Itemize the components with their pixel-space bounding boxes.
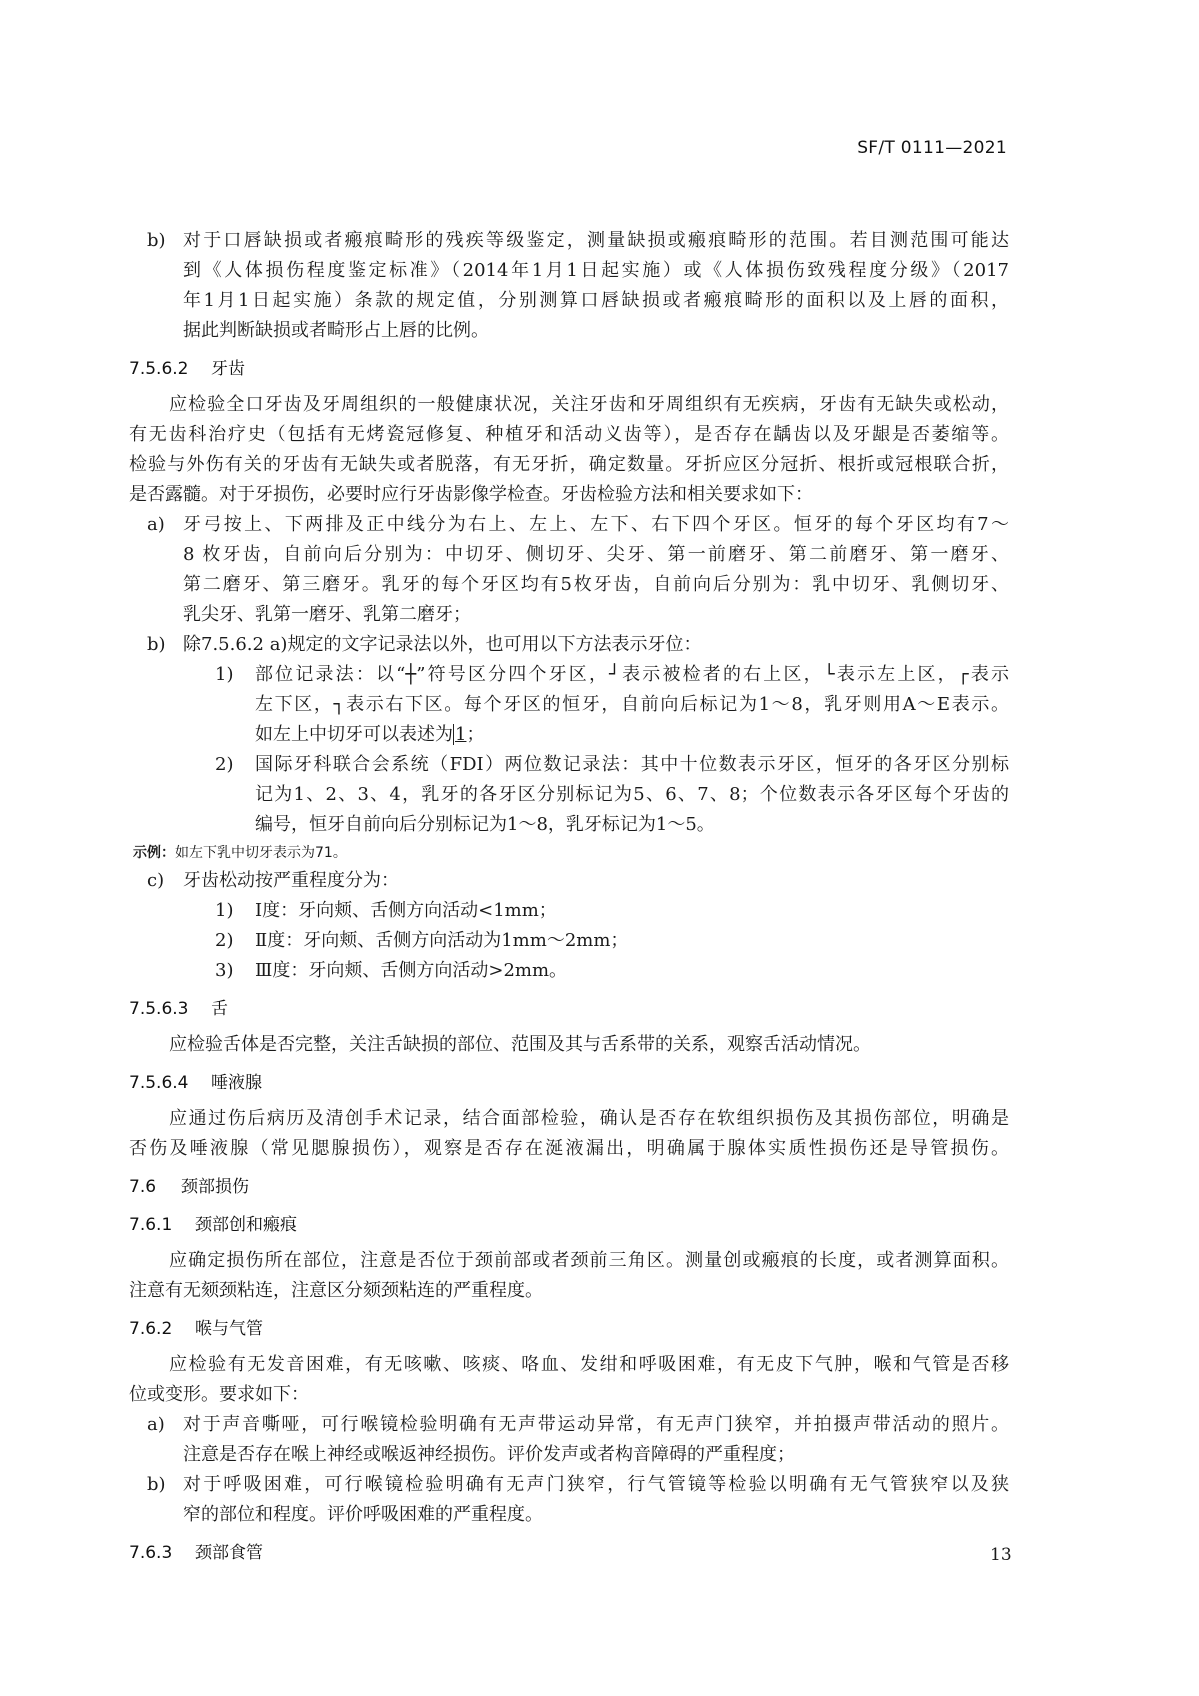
section-number: 7.6.3	[129, 1543, 173, 1563]
line-text: 牙齿松动按严重程度分为：	[183, 870, 399, 891]
line-text: 乳尖牙、乳第一磨牙、乳第二磨牙；	[183, 604, 471, 625]
line-text: 除7.5.6.2 a)规定的文字记录法以外，也可用以下方法表示牙位：	[183, 634, 702, 655]
line-text: 应通过伤后病历及清创手术记录，结合面部检验，确认是否存在软组织损伤及其损伤部位，明确是	[169, 1108, 1009, 1129]
line-text: 部位记录法：以“	[255, 664, 406, 685]
list-label: 1)	[215, 900, 234, 921]
section-number: 7.5.6.2	[129, 359, 189, 379]
list-label: 2)	[215, 930, 234, 951]
mobility-grade-item	[215, 926, 1009, 956]
section-heading-7563	[129, 994, 1009, 1024]
list-item-b-dyspnea	[147, 1470, 1009, 1530]
document-code: SF/T 0111—2021	[857, 138, 1007, 158]
section-number: 7.6	[129, 1177, 157, 1197]
text-line	[129, 450, 1009, 480]
line-text: 8 枚牙齿，自前向后分别为：中切牙、侧切牙、尖牙、第一前磨牙、第二前磨牙、第一磨牙、	[183, 544, 1009, 565]
line-text: 应检验有无发音困难，有无咳嗽、咳痰、咯血、发绀和呼吸困难，有无皮下气肿，喉和气管是否移	[169, 1354, 1009, 1375]
section-heading-761	[129, 1210, 1009, 1240]
upper-left-quadrant-icon: └	[823, 664, 835, 685]
text-line	[147, 1410, 1009, 1440]
text-line	[129, 390, 1009, 420]
section-number: 7.5.6.4	[129, 1073, 189, 1093]
line-text: 注意有无颏颈粘连，注意区分颏颈粘连的严重程度。	[129, 1280, 543, 1301]
line-text: 牙弓按上、下两排及正中线分为右上、左上、左下、右下四个牙区。恒牙的每个牙区均有7～	[183, 514, 1009, 535]
line-text: 检验与外伤有关的牙齿有无缺失或者脱落，有无牙折，确定数量。牙折应区分冠折、根折或冠根联合折，	[129, 454, 1009, 475]
text-line	[129, 1104, 1009, 1134]
line-text: 如左上中切牙可以表述为	[255, 724, 453, 745]
line-text: 有无齿科治疗史（包括有无烤瓷冠修复、种植牙和活动义齿等），是否存在龋齿以及牙龈是否萎缩等。	[129, 424, 1009, 445]
section-title: 舌	[211, 999, 228, 1019]
line-text: 注意是否存在喉上神经或喉返神经损伤。评价发声或者构音障碍的严重程度；	[183, 1444, 795, 1465]
section-heading-763	[129, 1538, 1009, 1568]
line-text: ”符号区分四个牙区，	[416, 664, 610, 685]
line-text: 应确定损伤所在部位，注意是否位于颈前部或者颈前三角区。测量创或瘢痕的长度，或者测算面积。	[169, 1250, 1009, 1271]
text-line	[129, 1246, 1009, 1276]
upper-right-quadrant-icon: ┘	[609, 664, 620, 685]
text-line	[183, 286, 1009, 316]
cross-symbol-icon: ┼	[405, 664, 417, 685]
list-label: b)	[147, 1474, 166, 1495]
text-line	[183, 570, 1009, 600]
list-label: a)	[147, 1414, 165, 1435]
sub-item-1-position-notation	[215, 660, 1010, 750]
line-text: 第二磨牙、第三磨牙。乳牙的每个牙区均有5枚牙齿，自前向后分别为：乳中切牙、乳侧切牙、	[183, 574, 1009, 595]
section-title: 唾液腺	[211, 1073, 262, 1093]
text-line	[147, 226, 1009, 256]
lower-right-quadrant-icon: ┐	[333, 694, 345, 715]
line-text: 左下区，	[255, 694, 334, 715]
text-line	[129, 1380, 1009, 1410]
text-line	[129, 480, 1009, 510]
line-text: Ⅲ度：牙向颊、舌侧方向活动>2mm。	[255, 960, 568, 981]
section-heading-762	[129, 1314, 1009, 1344]
line-text: 表示右下区。每个牙区的恒牙，自前向后标记为1～8，乳牙则用A～E表示。	[344, 694, 1009, 715]
text-line	[147, 510, 1009, 540]
text-line	[129, 1030, 1009, 1060]
section-title: 颈部食管	[195, 1543, 263, 1563]
list-item-c-mobility	[147, 866, 1009, 896]
list-label: 2)	[215, 754, 234, 775]
line-text: ；	[466, 724, 485, 745]
line-text: 表示	[968, 664, 1010, 685]
text-line	[129, 420, 1009, 450]
text-line	[129, 1350, 1009, 1380]
lower-left-quadrant-icon: ┌	[957, 664, 969, 685]
section-title: 颈部损伤	[181, 1177, 249, 1197]
section-number: 7.5.6.3	[129, 999, 189, 1019]
page-number: 13	[990, 1545, 1012, 1565]
list-item-b-lip	[147, 226, 1009, 346]
text-line	[147, 630, 1009, 660]
text-line	[255, 780, 1009, 810]
list-label: 1)	[215, 664, 234, 685]
list-item-b-notation	[147, 630, 1009, 660]
text-line	[183, 1500, 1009, 1530]
list-label: b)	[147, 230, 166, 251]
text-line	[129, 1134, 1009, 1164]
text-line	[215, 750, 1009, 780]
line-text: 表示左上区，	[834, 664, 958, 685]
mobility-grade-item	[215, 896, 1009, 926]
section-title: 颈部创和瘢痕	[195, 1215, 297, 1235]
line-text: 国际牙科联合会系统（FDI）两位数记录法：其中十位数表示牙区，恒牙的各牙区分别标	[255, 754, 1009, 775]
line-text: 应检验全口牙齿及牙周组织的一般健康状况，关注牙齿和牙周组织有无疾病，牙齿有无缺失或松动，	[169, 394, 1009, 415]
line-text: 记为1、2、3、4，乳牙的各牙区分别标记为5、6、7、8；个位数表示各牙区每个牙齿的	[255, 784, 1009, 805]
list-label: c)	[147, 870, 165, 891]
line-text: 表示被检者的右上区，	[619, 664, 824, 685]
line-text: 窄的部位和程度。评价呼吸困难的严重程度。	[183, 1504, 543, 1525]
text-line	[129, 1276, 1009, 1306]
section-number: 7.6.2	[129, 1319, 173, 1339]
text-line	[255, 810, 1009, 840]
line-text: Ⅱ度：牙向颊、舌侧方向活动为1mm～2mm；	[255, 930, 629, 951]
line-text: 应检验舌体是否完整，关注舌缺损的部位、范围及其与舌系带的关系，观察舌活动情况。	[169, 1034, 871, 1055]
line-text: 位或变形。要求如下：	[129, 1384, 309, 1405]
section-heading-7562	[129, 354, 1009, 384]
line-text: 是否露髓。对于牙损伤，必要时应行牙齿影像学检查。牙齿检验方法和相关要求如下：	[129, 484, 813, 505]
text-line	[255, 690, 1009, 720]
list-label: b)	[147, 634, 166, 655]
document-body	[129, 226, 1009, 1574]
line-text: 到《人体损伤程度鉴定标准》（2014年1月1日起实施）或《人体损伤致残程度分级》（2017	[183, 260, 1009, 281]
line-text: 编号，恒牙自前向后分别标记为1～8，乳牙标记为1～5。	[255, 814, 715, 835]
tooth-code: 1	[455, 724, 467, 745]
section-title: 喉与气管	[195, 1319, 263, 1339]
text-line	[183, 600, 1009, 630]
line-text: 对于声音嘶哑，可行喉镜检验明确有无声带运动异常，有无声门狭窄，并拍摄声带活动的照片。	[183, 1414, 1009, 1435]
list-item-a-hoarseness	[147, 1410, 1009, 1470]
sub-item-2-fdi-notation	[215, 750, 1009, 840]
line-text: 年1月1日起实施）条款的规定值，分别测算口唇缺损或者瘢痕畸形的面积以及上唇的面积，	[183, 290, 1009, 311]
text-line	[215, 660, 1010, 690]
example-note	[133, 840, 1009, 866]
line-text: 对于呼吸困难，可行喉镜检验明确有无声门狭窄，行气管镜等检验以明确有无气管狭窄以及狭	[183, 1474, 1009, 1495]
section-number: 7.6.1	[129, 1215, 173, 1235]
mobility-grade-item	[215, 956, 1009, 986]
line-text: 对于口唇缺损或者瘢痕畸形的残疾等级鉴定，测量缺损或瘢痕畸形的范围。若目测范围可能达	[183, 230, 1009, 251]
list-label: 3)	[215, 960, 234, 981]
text-line	[183, 316, 1009, 346]
text-line	[147, 1470, 1009, 1500]
section-heading-7564	[129, 1068, 1009, 1098]
line-text: Ⅰ度：牙向颊、舌侧方向活动<1mm；	[255, 900, 557, 921]
mobility-grade-list	[215, 896, 1009, 986]
text-line	[183, 1440, 1009, 1470]
text-line	[183, 256, 1009, 286]
line-text: 否伤及唾液腺（常见腮腺损伤），观察是否存在涎液漏出，明确属于腺体实质性损伤还是导管损伤。	[129, 1138, 1009, 1159]
list-label: a)	[147, 514, 165, 535]
list-item-a-teeth	[147, 510, 1009, 630]
text-line	[147, 866, 1009, 896]
section-title: 牙齿	[211, 359, 245, 379]
line-text: 据此判断缺损或者畸形占上唇的比例。	[183, 320, 489, 341]
example-text: 如左下乳中切牙表示为71。	[175, 845, 347, 861]
text-line	[255, 720, 1009, 750]
example-label: 示例：	[133, 845, 175, 861]
section-heading-76	[129, 1172, 1009, 1202]
text-line	[183, 540, 1009, 570]
